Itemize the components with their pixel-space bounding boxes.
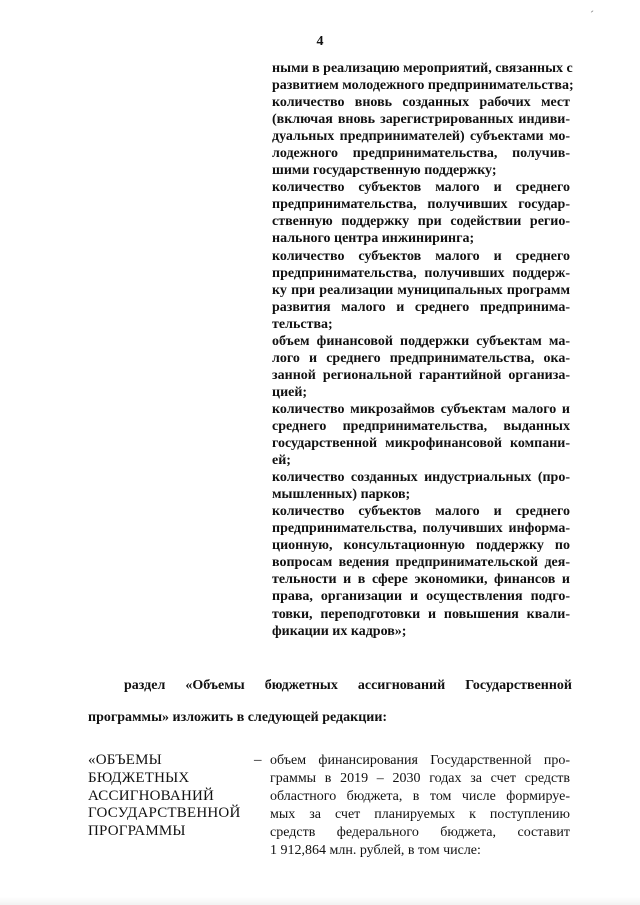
section-title-line: АССИГНОВАНИЙ — [88, 787, 215, 804]
text-line: объем финансовой поддержки субъектам ма- — [272, 333, 570, 349]
text-line: развитием молодежного предпринимательства; — [272, 78, 574, 94]
text-line: мышленных) парков; — [272, 487, 411, 503]
section-title-line: ГОСУДАРСТВЕННОЙ — [88, 805, 241, 822]
text-line: областного бюджета, в том числе формируе- — [270, 789, 570, 804]
text-line: шими государственную поддержку; — [272, 163, 497, 179]
text-line: количество субъектов малого и среднего — [272, 248, 570, 264]
text-line: мых за счет планируемых к поступлению — [270, 807, 570, 822]
section-dash: – — [254, 752, 262, 768]
text-line: тельства; — [272, 316, 333, 332]
text-line: количество субъектов малого и среднего — [272, 180, 570, 196]
scan-edge — [0, 897, 640, 905]
text-line: предпринимательства, получивших информа- — [272, 521, 570, 537]
text-line: 1 912,864 млн. рублей, в том числе: — [270, 843, 481, 858]
text-line: ными в реализацию мероприятий, связанных с — [272, 61, 573, 76]
text-line: количество созданных индустриальных (про- — [272, 470, 570, 486]
section-title-line: ПРОГРАММЫ — [88, 823, 186, 840]
text-line: вопросам ведения предпринимательской дея- — [272, 555, 570, 571]
text-line: государственной микрофинансовой компани- — [272, 436, 570, 452]
text-line: развития малого и среднего предпринима- — [272, 299, 570, 315]
amendment-intro — [88, 676, 572, 728]
intro-line-2: программы» изложить в следующей редакции: — [88, 710, 388, 725]
text-line: количество микрозаймов субъектам малого и — [272, 401, 570, 417]
text-line: ку при реализации муниципальных программ — [272, 282, 570, 298]
text-line: количество субъектов малого и среднего — [272, 504, 570, 520]
text-line: граммы в 2019 – 2030 годах за счет средств — [270, 771, 570, 786]
text-line: (включая вновь зарегистрированных индиви- — [272, 112, 570, 128]
text-line: лого и среднего предпринимательства, ока- — [272, 350, 570, 366]
text-line: нального центра инжиниринга; — [272, 231, 475, 247]
text-line: цией; — [272, 384, 308, 400]
intro-line-1: раздел «Объемы бюджетных ассигнований Государственной — [124, 678, 572, 693]
text-line: лодежного предпринимательства, получив- — [272, 146, 570, 162]
text-line: фикации их кадров»; — [272, 623, 407, 639]
section-title-line: БЮДЖЕТНЫХ — [88, 769, 190, 786]
text-line: тельности и в сфере экономики, финансов и — [272, 572, 570, 588]
text-line: среднего предпринимательства, выданных — [272, 418, 570, 434]
page-number: 4 — [316, 34, 324, 49]
text-line: товки, переподготовки и повышения квали- — [272, 606, 570, 622]
text-line: объем финансирования Государственной про- — [270, 753, 570, 768]
text-line: средств федерального бюджета, составит — [270, 825, 570, 840]
text-line: ственную поддержку при содействии регио- — [272, 214, 570, 230]
text-line: предпринимательства, получивших поддерж- — [272, 265, 570, 281]
section-title — [88, 752, 258, 841]
section-title-line: «ОБЪЕМЫ — [88, 752, 162, 768]
text-line: количество вновь созданных рабочих мест — [272, 95, 570, 111]
text-line: дуальных предпринимателей) субъектами мо- — [272, 129, 570, 145]
text-line: ционную, консультационную поддержку по — [272, 538, 570, 554]
indicator-list — [272, 60, 574, 640]
scan-mark: ´ — [590, 8, 594, 22]
text-line: предпринимательства, получивших государ- — [272, 197, 570, 213]
text-line: права, организации и осуществления подго- — [272, 589, 570, 605]
text-line: ей; — [272, 453, 291, 469]
section-text — [270, 752, 570, 860]
text-line: занной региональной гарантийной организа- — [272, 367, 570, 383]
